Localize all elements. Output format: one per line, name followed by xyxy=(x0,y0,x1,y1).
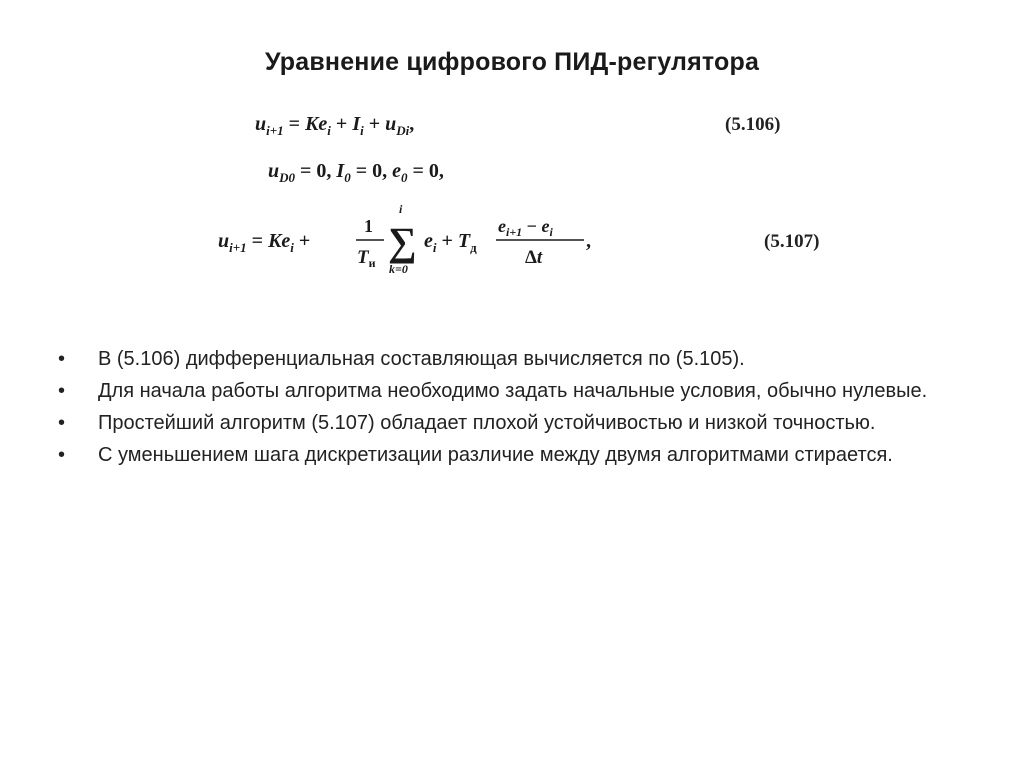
svg-text:ui+1 = Kei + Ii + uDi,: $u_{i+1} = Ke_i + I_i + u_{Di}$, xyxy=(255,113,415,138)
bullet-dot: • xyxy=(58,412,66,434)
svg-text:,: , xyxy=(586,230,591,252)
svg-text:Δt: Δt xyxy=(525,247,543,268)
equations-block xyxy=(0,95,1024,295)
svg-text:ei+1 − ei: $e_{i+1} - e_i$ xyxy=(498,216,553,239)
bullet-item xyxy=(58,409,958,438)
bullet-dot: • xyxy=(58,380,66,402)
svg-text:ui+1 = Kei +: $u_{i+1} = Ke_i$ + xyxy=(218,230,311,255)
bullet-dot: • xyxy=(58,348,66,370)
slide-title: Уравнение цифрового ПИД-регулятора xyxy=(264,48,760,76)
equation-number-5-107: (5.107) xyxy=(764,231,820,252)
initial-conditions xyxy=(268,160,444,185)
equation-number-5-106: (5.106) xyxy=(725,114,781,135)
bullet-item xyxy=(58,441,958,470)
bullet-item xyxy=(58,377,958,406)
bullet-text: В (5.106) дифференциальная составляющая вычисляется по (5.105). xyxy=(98,348,745,370)
bullet-dot: • xyxy=(58,444,66,466)
svg-text:uD0 = 0, I0 = 0, e0 = 0,: $u_{D0} = 0$, $I_0 = 0$, $e_0 = 0$, xyxy=(268,160,444,185)
svg-text:1: 1 xyxy=(364,216,373,236)
bullet-text: Для начала работы алгоритма необходимо задать начальные условия, обычно нулевые. xyxy=(98,380,928,402)
bullet-item xyxy=(58,345,958,374)
bullet-text: С уменьшением шага дискретизации различие между двумя алгоритмами стирается. xyxy=(98,444,893,466)
bullet-list xyxy=(58,345,958,473)
svg-text:ei + Tд: $e_i + T_д$ xyxy=(424,230,477,255)
bullet-text: Простейший алгоритм (5.107) обладает плохой устойчивостью и низкой точностью. xyxy=(98,412,876,434)
svg-text:Tи: $T_и$ xyxy=(357,247,376,270)
svg-text:k=0: k=0 xyxy=(389,262,408,276)
equation-5-106 xyxy=(255,113,780,138)
equation-5-107 xyxy=(218,202,819,276)
svg-text:i: i xyxy=(399,202,403,216)
svg-text:∑: ∑ xyxy=(388,219,417,264)
